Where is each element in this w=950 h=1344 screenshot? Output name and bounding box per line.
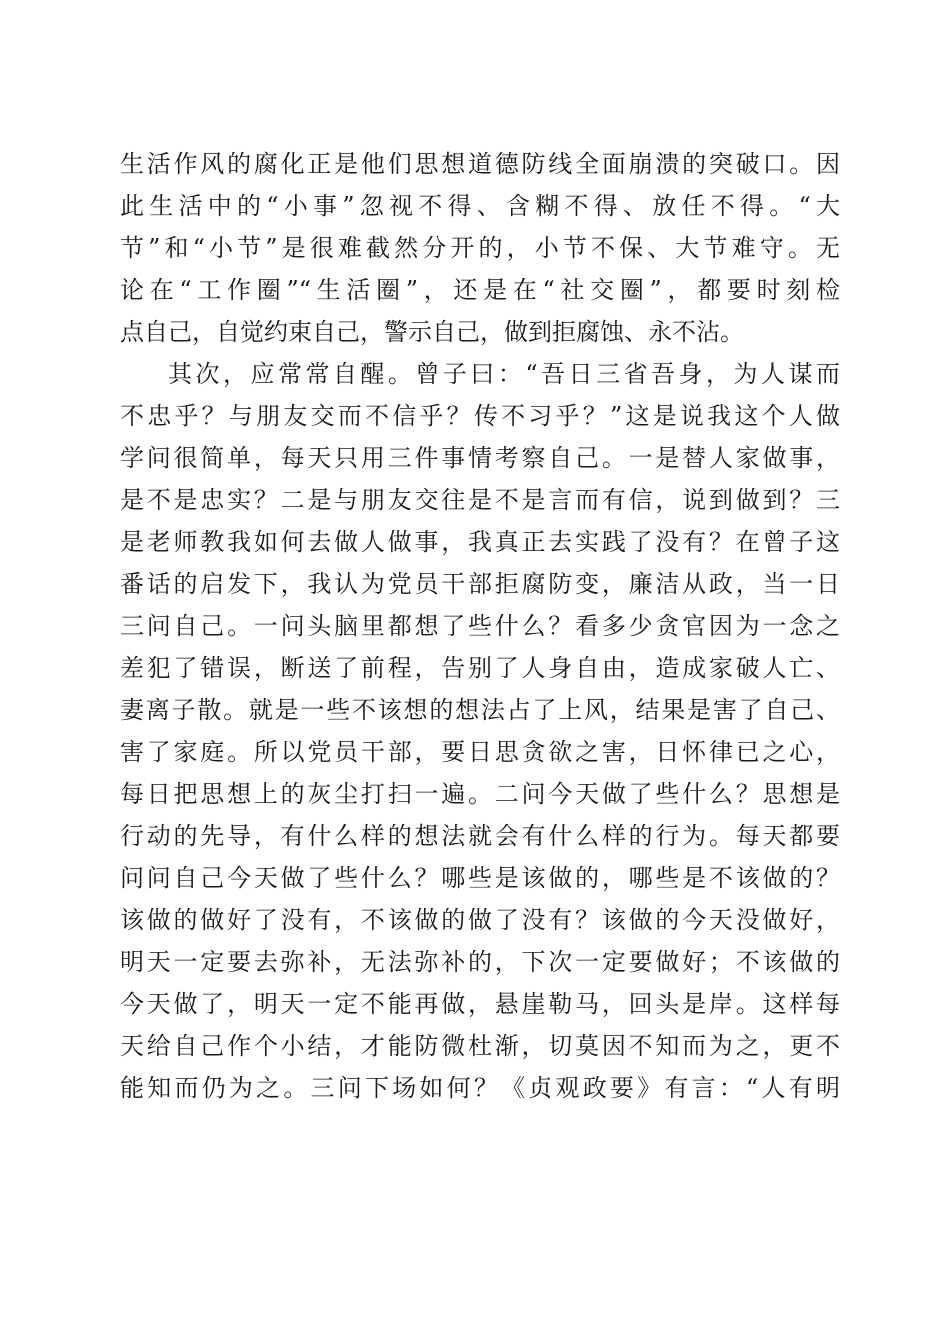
text-line: 问问自己今天做了些什么？哪些是该做的，哪些是不该做的？ xyxy=(120,864,840,892)
text-line: 每日把思想上的灰尘打扫一遍。二问今天做了些什么？思想是 xyxy=(120,780,840,808)
text-line: 天给自己作个小结，才能防微杜渐，切莫因不知而为之，更不 xyxy=(120,1032,840,1060)
text-line: 节”和“小节”是很难截然分开的，小节不保、大节难守。无 xyxy=(120,234,840,262)
text-line: 是不是忠实？二是与朋友交往是不是言而有信，说到做到？三 xyxy=(120,486,840,514)
text-line: 此生活中的“小事”忽视不得、含糊不得、放任不得。“大 xyxy=(120,192,840,220)
text-line: 明天一定要去弥补，无法弥补的，下次一定要做好；不该做的 xyxy=(120,948,840,976)
paragraph-self-reflection xyxy=(120,353,840,1109)
body-text xyxy=(120,143,840,1109)
text-line: 差犯了错误，断送了前程，告别了人身自由，造成家破人亡、 xyxy=(120,654,840,682)
text-line: 能知而仍为之。三问下场如何？《贞观政要》有言：“人有明 xyxy=(120,1074,840,1102)
text-line: 生活作风的腐化正是他们思想道德防线全面崩溃的突破口。因 xyxy=(120,150,840,178)
text-line: 点自己，自觉约束自己，警示自己，做到拒腐蚀、永不沾。 xyxy=(120,318,744,346)
paragraph-life-style xyxy=(120,143,840,353)
text-line: 妻离子散。就是一些不该想的想法占了上风，结果是害了自己、 xyxy=(120,696,840,724)
text-line: 学问很简单，每天只用三件事情考察自己。一是替人家做事， xyxy=(120,444,840,472)
text-line: 三问自己。一问头脑里都想了些什么？看多少贪官因为一念之 xyxy=(120,612,840,640)
text-line: 不忠乎？与朋友交而不信乎？传不习乎？”这是说我这个人做 xyxy=(120,402,840,430)
text-line: 论在“工作圈”“生活圈”，还是在“社交圈”，都要时刻检 xyxy=(120,276,840,304)
text-line: 今天做了，明天一定不能再做，悬崖勒马，回头是岸。这样每 xyxy=(120,990,840,1018)
text-line: 害了家庭。所以党员干部，要日思贪欲之害，日怀律已之心， xyxy=(120,738,840,766)
text-line: 该做的做好了没有，不该做的做了没有？该做的今天没做好， xyxy=(120,906,840,934)
text-line: 是老师教我如何去做人做事，我真正去实践了没有？在曾子这 xyxy=(120,528,840,556)
text-line: 其次，应常常自醒。曾子曰：“吾日三省吾身，为人谋而 xyxy=(168,360,840,388)
text-line: 番话的启发下，我认为党员干部拒腐防变，廉洁从政，当一日 xyxy=(120,570,840,598)
text-line: 行动的先导，有什么样的想法就会有什么样的行为。每天都要 xyxy=(120,822,840,850)
